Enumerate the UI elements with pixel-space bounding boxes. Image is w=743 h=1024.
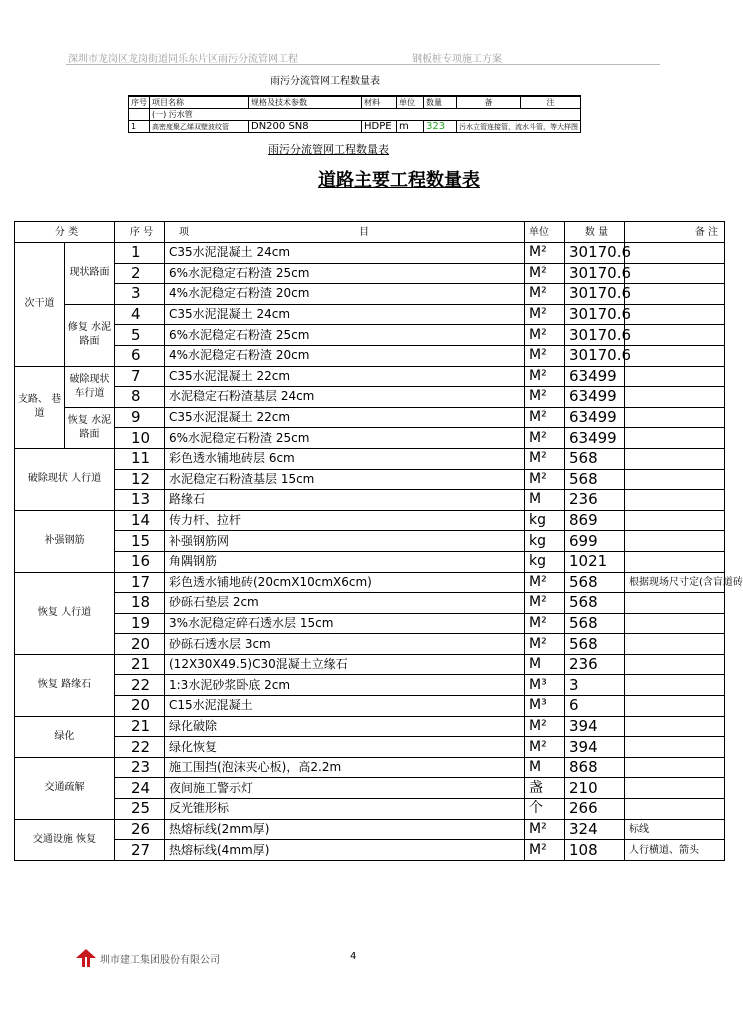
row-number: 26 — [115, 819, 165, 840]
row-number: 23 — [115, 757, 165, 778]
row-item: 6%水泥稳定石粉渣 25cm — [165, 263, 525, 284]
table-row — [15, 737, 725, 758]
table-row — [15, 675, 725, 696]
table-row — [15, 757, 725, 778]
header-project-name: 深圳市龙岗区龙岗街道同乐东片区雨污分流管网工程 — [68, 54, 298, 65]
row-unit: M² — [525, 572, 565, 593]
row-remark — [625, 551, 725, 572]
category-cell: 修复 水泥路面 — [65, 304, 115, 366]
row-remark: 人行横道、箭头 — [625, 840, 725, 861]
row-unit: M³ — [525, 675, 565, 696]
table-row — [15, 654, 725, 675]
row-remark — [625, 243, 725, 264]
row-number: 11 — [115, 448, 165, 469]
row-remark — [625, 490, 725, 511]
row-item: 反光锥形标 — [165, 799, 525, 820]
overlay-title: 雨污分流管网工程数量表 — [270, 76, 380, 87]
row-item: C15水泥混凝土 — [165, 696, 525, 717]
row-item: C35水泥混凝土 22cm — [165, 366, 525, 387]
overlay-col: 项目名称 — [150, 96, 249, 109]
row-qty: 266 — [565, 799, 625, 820]
row-qty: 699 — [565, 531, 625, 552]
overlay-cell: 1 — [129, 121, 150, 133]
overlay-cell: 323 — [424, 121, 457, 133]
category-cell: 恢复 水泥路面 — [65, 407, 115, 448]
row-unit: M² — [525, 387, 565, 408]
row-qty: 63499 — [565, 407, 625, 428]
page-number: 4 — [350, 951, 357, 962]
row-unit: M² — [525, 345, 565, 366]
row-unit: M — [525, 757, 565, 778]
table-row — [15, 325, 725, 346]
outer-category-cell: 支路、 巷道 — [15, 366, 65, 448]
row-number: 4 — [115, 304, 165, 325]
table-row — [15, 572, 725, 593]
table-row — [15, 510, 725, 531]
category-cell: 绿化 — [15, 716, 115, 757]
row-item: (12X30X49.5)C30混凝土立缘石 — [165, 654, 525, 675]
row-number: 21 — [115, 654, 165, 675]
table-row — [15, 490, 725, 511]
row-unit: M² — [525, 840, 565, 861]
row-number: 5 — [115, 325, 165, 346]
footer-company: 圳市建工集团股份有限公司 — [100, 955, 220, 966]
row-qty: 30170.6 — [565, 325, 625, 346]
row-unit: M² — [525, 407, 565, 428]
header-unit: 单位 — [525, 222, 565, 243]
row-item: 水泥稳定石粉渣基层 15cm — [165, 469, 525, 490]
row-item: C35水泥混凝土 24cm — [165, 243, 525, 264]
header-no: 序 号 — [115, 222, 165, 243]
category-cell: 恢复 路缘石 — [15, 654, 115, 716]
row-remark — [625, 510, 725, 531]
row-number: 24 — [115, 778, 165, 799]
row-unit: M² — [525, 634, 565, 655]
overlay-col: 单位 — [397, 96, 424, 109]
row-qty: 3 — [565, 675, 625, 696]
table-row — [15, 819, 725, 840]
row-qty: 1021 — [565, 551, 625, 572]
row-item: 4%水泥稳定石粉渣 20cm — [165, 284, 525, 305]
row-remark — [625, 284, 725, 305]
row-qty: 568 — [565, 572, 625, 593]
table-row — [15, 387, 725, 408]
category-cell: 破除现状 车行道 — [65, 366, 115, 407]
overlay-col: 备 — [457, 96, 521, 109]
row-item: 1:3水泥砂浆卧底 2cm — [165, 675, 525, 696]
header-doc-title: 钢板桩专项施工方案 — [412, 54, 502, 65]
table-row — [15, 407, 725, 428]
row-item: 4%水泥稳定石粉渣 20cm — [165, 345, 525, 366]
category-cell: 补强钢筋 — [15, 510, 115, 572]
row-remark — [625, 531, 725, 552]
page-title: 道路主要工程数量表 — [318, 170, 480, 191]
table-row — [15, 263, 725, 284]
outer-category-cell: 次干道 — [15, 243, 65, 367]
row-remark — [625, 737, 725, 758]
row-item: 6%水泥稳定石粉渣 25cm — [165, 428, 525, 449]
quantity-table — [14, 221, 743, 861]
row-remark — [625, 716, 725, 737]
row-number: 25 — [115, 799, 165, 820]
row-item: 绿化恢复 — [165, 737, 525, 758]
row-qty: 869 — [565, 510, 625, 531]
row-unit: M² — [525, 284, 565, 305]
row-qty: 568 — [565, 469, 625, 490]
row-qty: 236 — [565, 654, 625, 675]
row-item: 角隅钢筋 — [165, 551, 525, 572]
row-remark — [625, 366, 725, 387]
row-unit: M² — [525, 304, 565, 325]
row-qty: 236 — [565, 490, 625, 511]
table-row — [15, 469, 725, 490]
table-row — [15, 716, 725, 737]
table-row — [15, 243, 725, 264]
row-unit: M² — [525, 593, 565, 614]
row-qty: 6 — [565, 696, 625, 717]
row-remark — [625, 469, 725, 490]
row-item: 补强钢筋网 — [165, 531, 525, 552]
row-remark — [625, 593, 725, 614]
row-unit: M² — [525, 819, 565, 840]
row-number: 3 — [115, 284, 165, 305]
row-item: 6%水泥稳定石粉渣 25cm — [165, 325, 525, 346]
table-row — [15, 448, 725, 469]
header-divider — [66, 64, 660, 65]
row-number: 21 — [115, 716, 165, 737]
row-qty: 868 — [565, 757, 625, 778]
table-row — [15, 840, 725, 861]
row-number: 7 — [115, 366, 165, 387]
row-item: 水泥稳定石粉渣基层 24cm — [165, 387, 525, 408]
row-number: 15 — [115, 531, 165, 552]
row-remark — [625, 345, 725, 366]
row-item: 热熔标线(4mm厚) — [165, 840, 525, 861]
overlay-col: 数量 — [424, 96, 457, 109]
row-unit: M² — [525, 243, 565, 264]
header-category: 分 类 — [15, 222, 115, 243]
row-remark — [625, 778, 725, 799]
row-number: 12 — [115, 469, 165, 490]
row-number: 16 — [115, 551, 165, 572]
table-row — [15, 531, 725, 552]
overlay-cell: 高密度聚乙烯双壁波纹管 — [150, 121, 249, 133]
row-item: C35水泥混凝土 24cm — [165, 304, 525, 325]
row-unit: M² — [525, 613, 565, 634]
row-item: 夜间施工警示灯 — [165, 778, 525, 799]
row-unit: M² — [525, 716, 565, 737]
row-remark — [625, 304, 725, 325]
row-unit: M³ — [525, 696, 565, 717]
row-unit: M² — [525, 448, 565, 469]
category-cell: 现状路面 — [65, 243, 115, 305]
header-remark: 备 注 — [625, 222, 725, 243]
row-unit: 个 — [525, 799, 565, 820]
row-remark — [625, 799, 725, 820]
row-unit: M² — [525, 325, 565, 346]
row-item: 砂砾石垫层 2cm — [165, 593, 525, 614]
row-unit: M² — [525, 737, 565, 758]
row-item: 传力杆、拉杆 — [165, 510, 525, 531]
row-qty: 324 — [565, 819, 625, 840]
row-unit: M — [525, 490, 565, 511]
row-remark — [625, 613, 725, 634]
row-unit: M² — [525, 428, 565, 449]
row-number: 22 — [115, 737, 165, 758]
overlay-title-2: 雨污分流管网工程数量表 — [268, 143, 389, 156]
header-item — [165, 222, 525, 243]
row-item: 绿化破除 — [165, 716, 525, 737]
table-row — [15, 304, 725, 325]
row-qty: 63499 — [565, 428, 625, 449]
table-row — [15, 345, 725, 366]
row-unit: M² — [525, 366, 565, 387]
overlay-header-row — [129, 96, 581, 109]
row-remark: 根据现场尺寸定(含盲道砖 — [625, 572, 725, 593]
row-qty: 108 — [565, 840, 625, 861]
row-number: 8 — [115, 387, 165, 408]
overlay-section: (一) 污水管 — [150, 109, 581, 121]
row-unit: kg — [525, 510, 565, 531]
overlay-data-row — [129, 121, 581, 133]
row-qty: 568 — [565, 448, 625, 469]
overlay-col: 规格及技术参数 — [249, 96, 362, 109]
category-cell: 恢复 人行道 — [15, 572, 115, 654]
row-remark — [625, 675, 725, 696]
row-qty: 394 — [565, 716, 625, 737]
row-number: 18 — [115, 593, 165, 614]
overlay-col: 序号 — [129, 96, 150, 109]
header-item-left: 项 — [179, 226, 189, 238]
row-item: 彩色透水铺地砖(20cmX10cmX6cm) — [165, 572, 525, 593]
row-item: 3%水泥稳定碎石透水层 15cm — [165, 613, 525, 634]
row-remark — [625, 696, 725, 717]
row-unit: M — [525, 654, 565, 675]
table-row — [15, 696, 725, 717]
row-unit: kg — [525, 551, 565, 572]
row-qty: 30170.6 — [565, 304, 625, 325]
table-row — [15, 428, 725, 449]
row-qty: 394 — [565, 737, 625, 758]
table-row — [15, 634, 725, 655]
row-item: 路缘石 — [165, 490, 525, 511]
row-number: 22 — [115, 675, 165, 696]
overlay-table — [128, 95, 581, 133]
row-qty: 30170.6 — [565, 263, 625, 284]
row-qty: 63499 — [565, 366, 625, 387]
header-qty: 数 量 — [565, 222, 625, 243]
row-number: 27 — [115, 840, 165, 861]
table-row — [15, 366, 725, 387]
row-item: 施工围挡(泡沫夹心板)，高2.2m — [165, 757, 525, 778]
row-number: 20 — [115, 696, 165, 717]
table-row — [15, 593, 725, 614]
row-number: 13 — [115, 490, 165, 511]
table-row — [15, 551, 725, 572]
overlay-cell: DN200 SN8 — [249, 121, 362, 133]
row-remark — [625, 325, 725, 346]
header-item-right: 目 — [359, 226, 369, 238]
overlay-cell: 污水立管连接管，流水斗管，等大样图 — [457, 121, 581, 133]
row-number: 19 — [115, 613, 165, 634]
category-cell: 交通设施 恢复 — [15, 819, 115, 860]
row-remark — [625, 263, 725, 284]
overlay-cell: m — [397, 121, 424, 133]
row-number: 17 — [115, 572, 165, 593]
overlay-col: 注 — [521, 96, 581, 109]
row-number: 2 — [115, 263, 165, 284]
row-remark — [625, 757, 725, 778]
row-unit: 盏 — [525, 778, 565, 799]
overlay-cell: HDPE — [362, 121, 397, 133]
row-qty: 30170.6 — [565, 345, 625, 366]
row-qty: 568 — [565, 593, 625, 614]
table-row — [15, 799, 725, 820]
table-row — [15, 284, 725, 305]
row-qty: 210 — [565, 778, 625, 799]
row-qty: 30170.6 — [565, 243, 625, 264]
row-item: 彩色透水铺地砖层 6cm — [165, 448, 525, 469]
table-header-row — [15, 222, 725, 243]
row-number: 9 — [115, 407, 165, 428]
row-qty: 568 — [565, 634, 625, 655]
row-remark — [625, 407, 725, 428]
row-unit: kg — [525, 531, 565, 552]
row-number: 14 — [115, 510, 165, 531]
row-number: 10 — [115, 428, 165, 449]
row-number: 1 — [115, 243, 165, 264]
row-unit: M² — [525, 469, 565, 490]
row-unit: M² — [525, 263, 565, 284]
row-number: 6 — [115, 345, 165, 366]
row-item: C35水泥混凝土 22cm — [165, 407, 525, 428]
row-item: 砂砾石透水层 3cm — [165, 634, 525, 655]
overlay-col: 材料 — [362, 96, 397, 109]
row-number: 20 — [115, 634, 165, 655]
table-row — [15, 778, 725, 799]
row-remark — [625, 654, 725, 675]
row-remark — [625, 387, 725, 408]
category-cell: 破除现状 人行道 — [15, 448, 115, 510]
row-qty: 568 — [565, 613, 625, 634]
row-remark — [625, 428, 725, 449]
category-cell: 交通疏解 — [15, 757, 115, 819]
company-logo-icon — [76, 949, 96, 967]
row-remark — [625, 448, 725, 469]
row-remark — [625, 634, 725, 655]
row-qty: 63499 — [565, 387, 625, 408]
row-remark: 标线 — [625, 819, 725, 840]
row-qty: 30170.6 — [565, 284, 625, 305]
table-row — [15, 613, 725, 634]
row-item: 热熔标线(2mm厚) — [165, 819, 525, 840]
overlay-section-row — [129, 109, 581, 121]
